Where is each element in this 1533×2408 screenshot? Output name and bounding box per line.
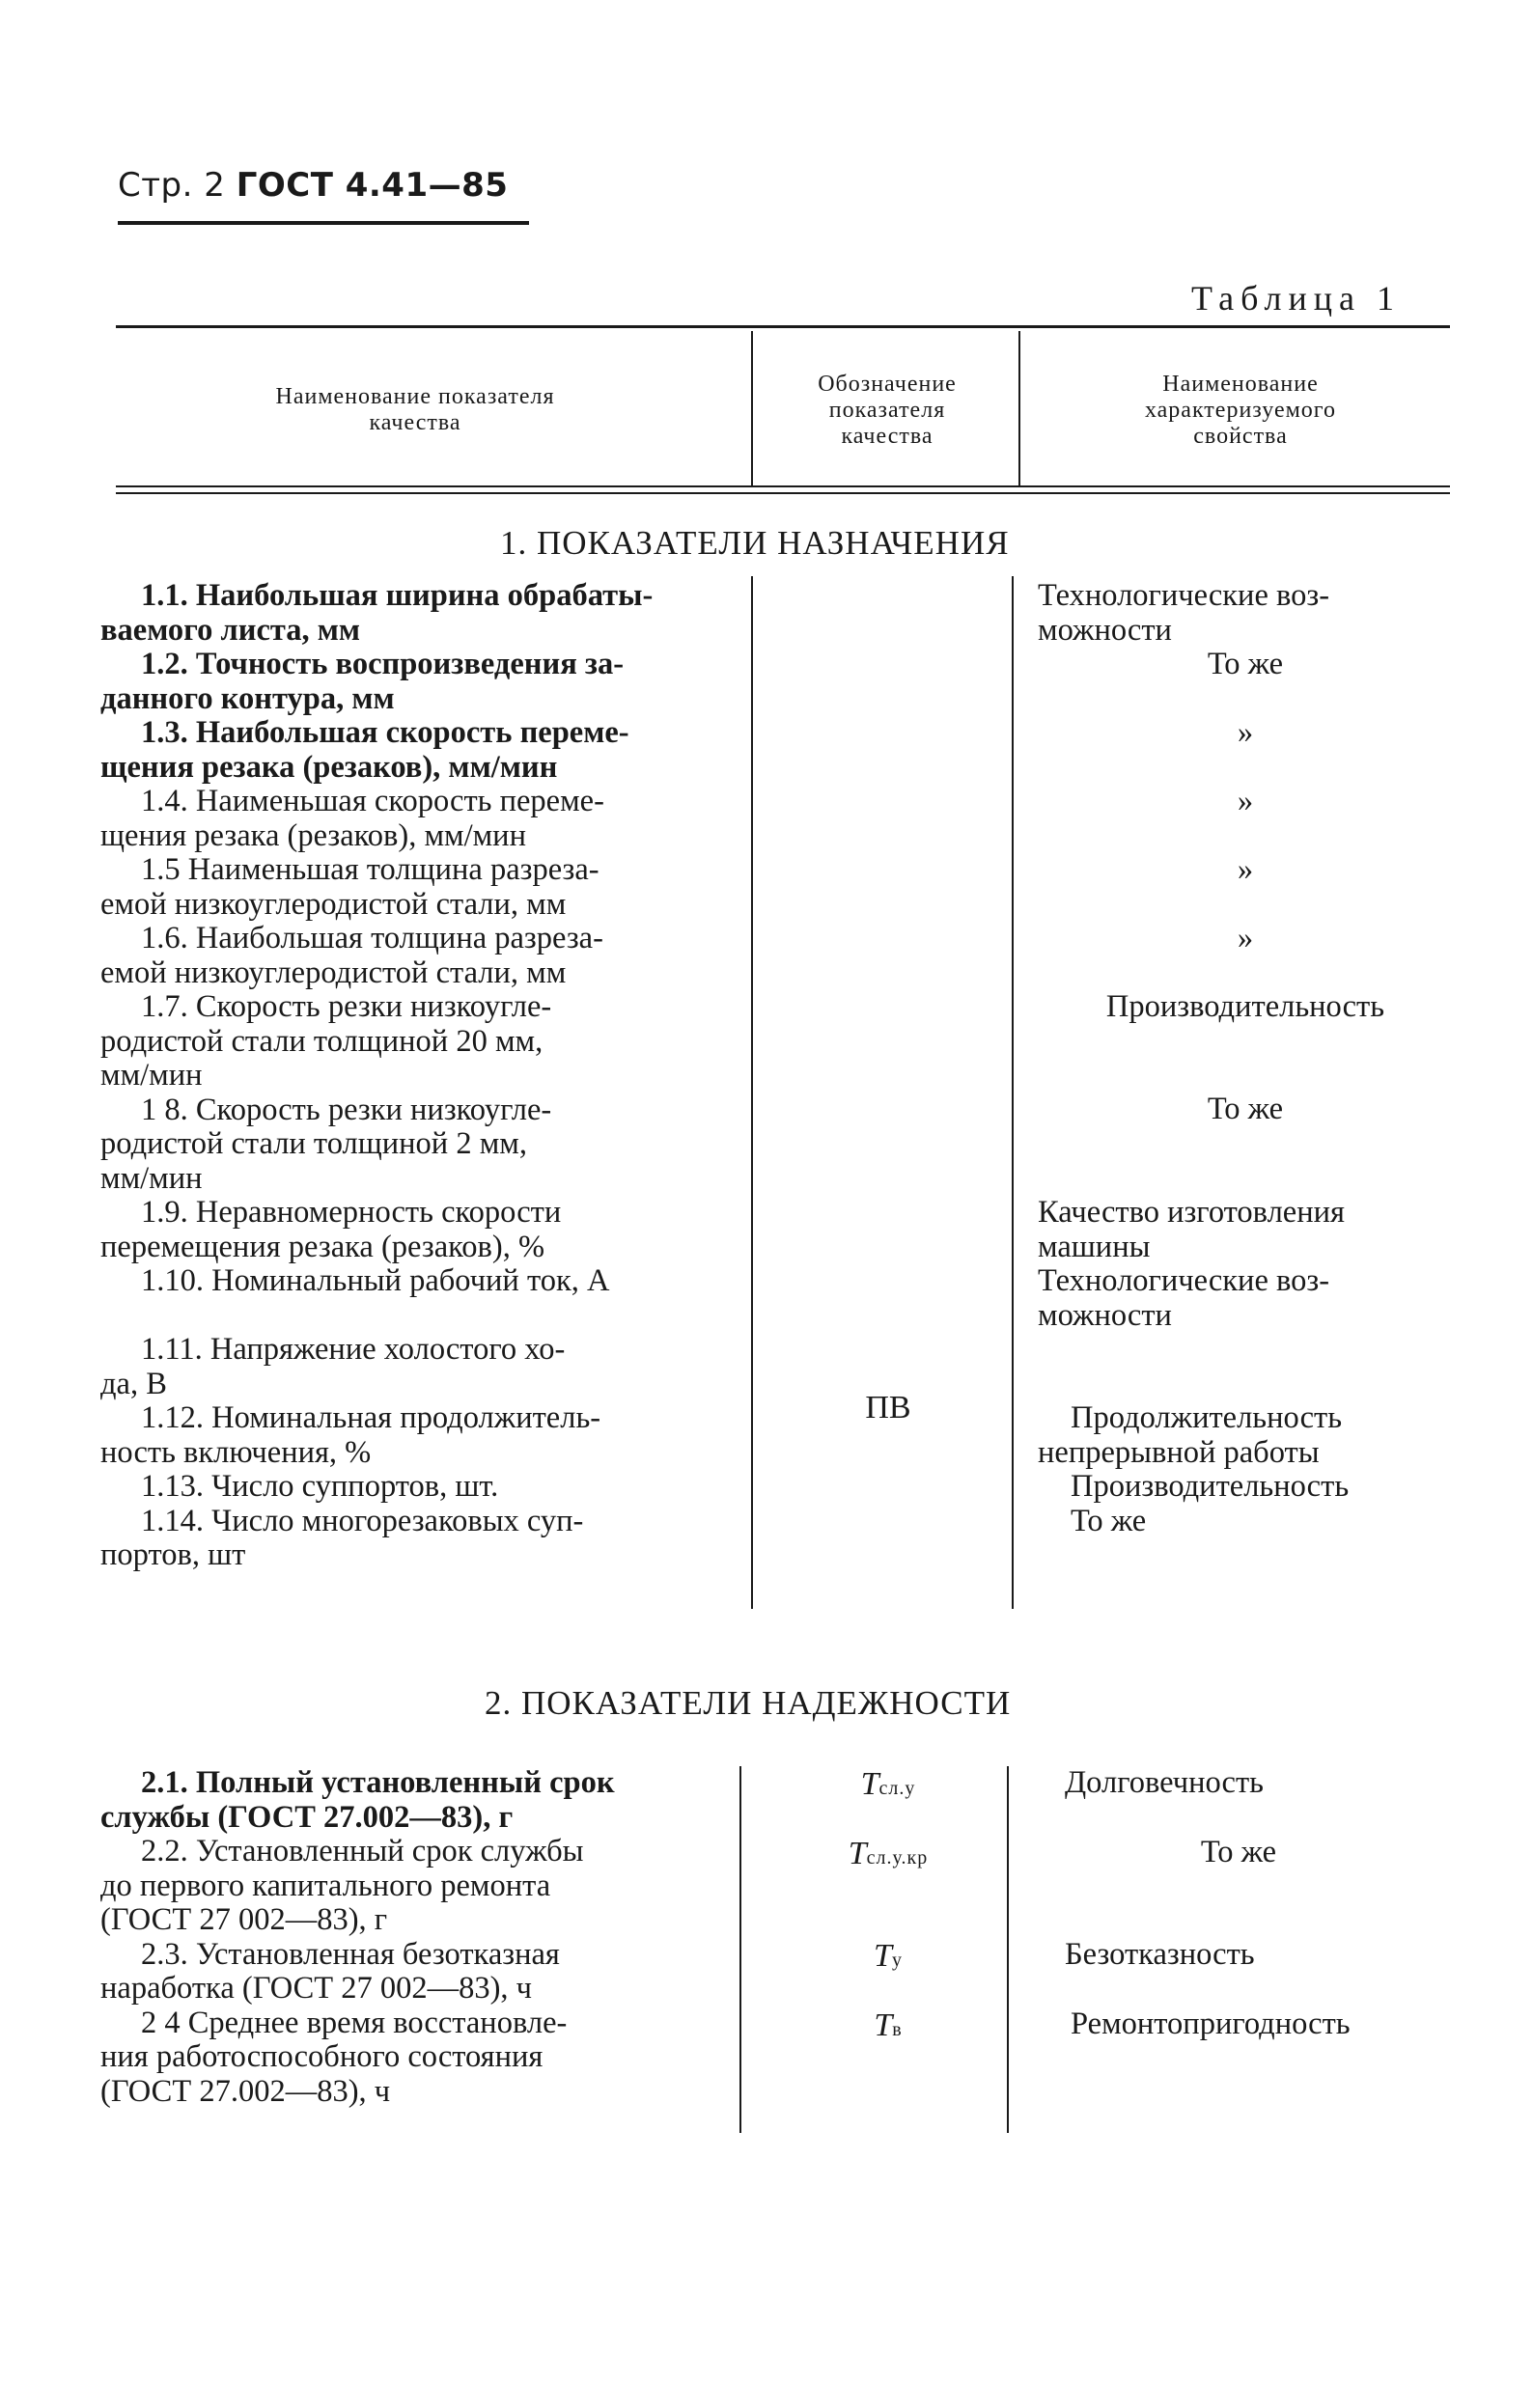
indicator-line: 1.7. Скорость резки низкоугле-: [141, 989, 552, 1024]
indicator-line: 1 8. Скорость резки низкоугле-: [141, 1092, 552, 1127]
indicator-line: 2 4 Среднее время восстановле-: [141, 2005, 568, 2040]
indicator-line: данного контура, мм: [100, 680, 395, 716]
column-heading-designation: Обозначение показателя качества: [818, 372, 957, 449]
property-cell: Технологические воз-: [1038, 578, 1330, 613]
indicator-line: 2.2. Установленный срок службы: [141, 1834, 584, 1868]
indicator-line: да, В: [100, 1366, 167, 1401]
indicator-line: 1.10. Номинальный рабочий ток, А: [141, 1263, 610, 1298]
property-cell: »: [1237, 921, 1254, 955]
indicator-line: перемещения резака (резаков), %: [100, 1229, 545, 1264]
section-2-properties: [1065, 1766, 1451, 2133]
page-header: [118, 166, 508, 205]
property-cell: Качество изготовления: [1038, 1195, 1345, 1230]
header-bottom-rule-1: [116, 485, 1450, 487]
section-2-separator-1: [739, 1766, 741, 2133]
indicator-line: 1.11. Напряжение холостого хо-: [141, 1332, 566, 1367]
section-1-title: 1. ПОКАЗАТЕЛИ НАЗНАЧЕНИЯ: [500, 524, 1010, 562]
property-cell: То же: [1200, 1835, 1277, 1869]
indicator-line: 1.5 Наименьшая толщина разреза-: [141, 852, 599, 887]
property-cell: Производительность: [1105, 989, 1385, 1024]
header-separator-2: [1018, 331, 1020, 485]
header-separator-1: [751, 331, 753, 485]
column-heading-property: Наименование характеризуемого свойства: [1144, 372, 1337, 449]
section-2-indicators: [100, 1766, 716, 2109]
property-cell: машины: [1038, 1229, 1151, 1264]
section-2-title: 2. ПОКАЗАТЕЛИ НАДЕЖНОСТИ: [485, 1684, 1012, 1722]
indicator-line: до первого капитального ремонта: [100, 1868, 551, 1903]
indicator-line: родистой стали толщиной 2 мм,: [100, 1126, 527, 1161]
designation-t-v: Tв: [874, 2007, 903, 2043]
indicator-line: 1.1. Наибольшая ширина обрабаты-: [141, 578, 654, 613]
page-number: Стр. 2: [118, 166, 226, 205]
column-heading-name: Наименование показателя качества: [275, 384, 555, 435]
indicator-line: службы (ГОСТ 27.002—83), г: [100, 1799, 514, 1835]
indicator-line: наработка (ГОСТ 27 002—83), ч: [100, 1971, 533, 2006]
designation-t-sl-u: Tсл.у: [860, 1766, 916, 1802]
property-cell: Технологические воз-: [1038, 1263, 1330, 1298]
indicator-line: 1.9. Неравномерность скорости: [141, 1195, 562, 1230]
indicator-line: ния работоспособного состояния: [100, 2039, 544, 2074]
property-cell: можности: [1038, 1297, 1172, 1333]
header-rule: [118, 221, 529, 225]
indicator-line: 2.3. Установленная безотказная: [141, 1936, 560, 1972]
property-cell: Производительность: [1071, 1469, 1350, 1504]
property-cell: »: [1237, 852, 1254, 887]
indicator-line: ваемого листа, мм: [100, 612, 361, 648]
indicator-line: емой низкоуглеродистой стали, мм: [100, 955, 567, 990]
table-top-rule: [116, 325, 1450, 328]
section-1-separator-1: [751, 576, 753, 1609]
property-cell: »: [1237, 784, 1254, 818]
property-cell: Безотказность: [1065, 1937, 1255, 1972]
property-cell: непрерывной работы: [1038, 1434, 1320, 1470]
property-cell: То же: [1207, 1092, 1284, 1126]
property-cell: »: [1237, 715, 1254, 750]
property-cell: Ремонтопригодность: [1071, 2007, 1351, 2041]
indicator-line: портов, шт: [100, 1537, 246, 1572]
designation-t-u: Tу: [874, 1938, 903, 1974]
section-1-properties: [1038, 579, 1453, 1612]
indicator-line: 1.14. Число многорезаковых суп-: [141, 1503, 584, 1538]
indicator-line: щения резака (резаков), мм/мин: [100, 749, 558, 785]
designation-pv: ПВ: [865, 1390, 911, 1425]
indicator-line: 1.4. Наименьшая скорость переме-: [141, 784, 604, 818]
indicator-line: (ГОСТ 27.002—83), ч: [100, 2073, 391, 2109]
standard-number: ГОСТ 4.41—85: [236, 166, 509, 205]
indicator-line: 1.13. Число суппортов, шт.: [141, 1469, 499, 1504]
section-1-separator-2: [1012, 576, 1014, 1609]
indicator-line: (ГОСТ 27 002—83), г: [100, 1902, 388, 1937]
property-cell: Продолжительность: [1071, 1400, 1343, 1435]
indicator-line: мм/мин: [100, 1058, 203, 1093]
property-cell: То же: [1071, 1503, 1147, 1538]
indicator-line: щения резака (резаков), мм/мин: [100, 817, 526, 853]
indicator-line: 2.1. Полный установленный срок: [141, 1765, 615, 1800]
property-cell: То же: [1207, 647, 1284, 681]
property-cell: можности: [1038, 612, 1172, 648]
indicator-line: 1.6. Наибольшая толщина разреза-: [141, 921, 603, 955]
indicator-line: [100, 1299, 724, 1334]
section-1-indicators: [100, 579, 724, 1573]
designation-t-sl-u-kr: Tсл.у.кр: [848, 1836, 929, 1871]
table-label: Таблица 1: [1191, 279, 1401, 318]
indicator-line: 1.12. Номинальная продолжитель-: [141, 1400, 601, 1435]
indicator-line: ность включения, %: [100, 1434, 372, 1470]
indicator-line: мм/мин: [100, 1160, 203, 1196]
header-bottom-rule-2: [116, 492, 1450, 494]
indicator-line: 1.2. Точность воспроизведения за-: [141, 647, 625, 681]
indicator-line: 1.3. Наибольшая скорость переме-: [141, 715, 629, 750]
indicator-line: емой низкоуглеродистой стали, мм: [100, 886, 567, 922]
indicator-line: родистой стали толщиной 20 мм,: [100, 1023, 544, 1059]
property-cell: Долговечность: [1065, 1765, 1264, 1800]
